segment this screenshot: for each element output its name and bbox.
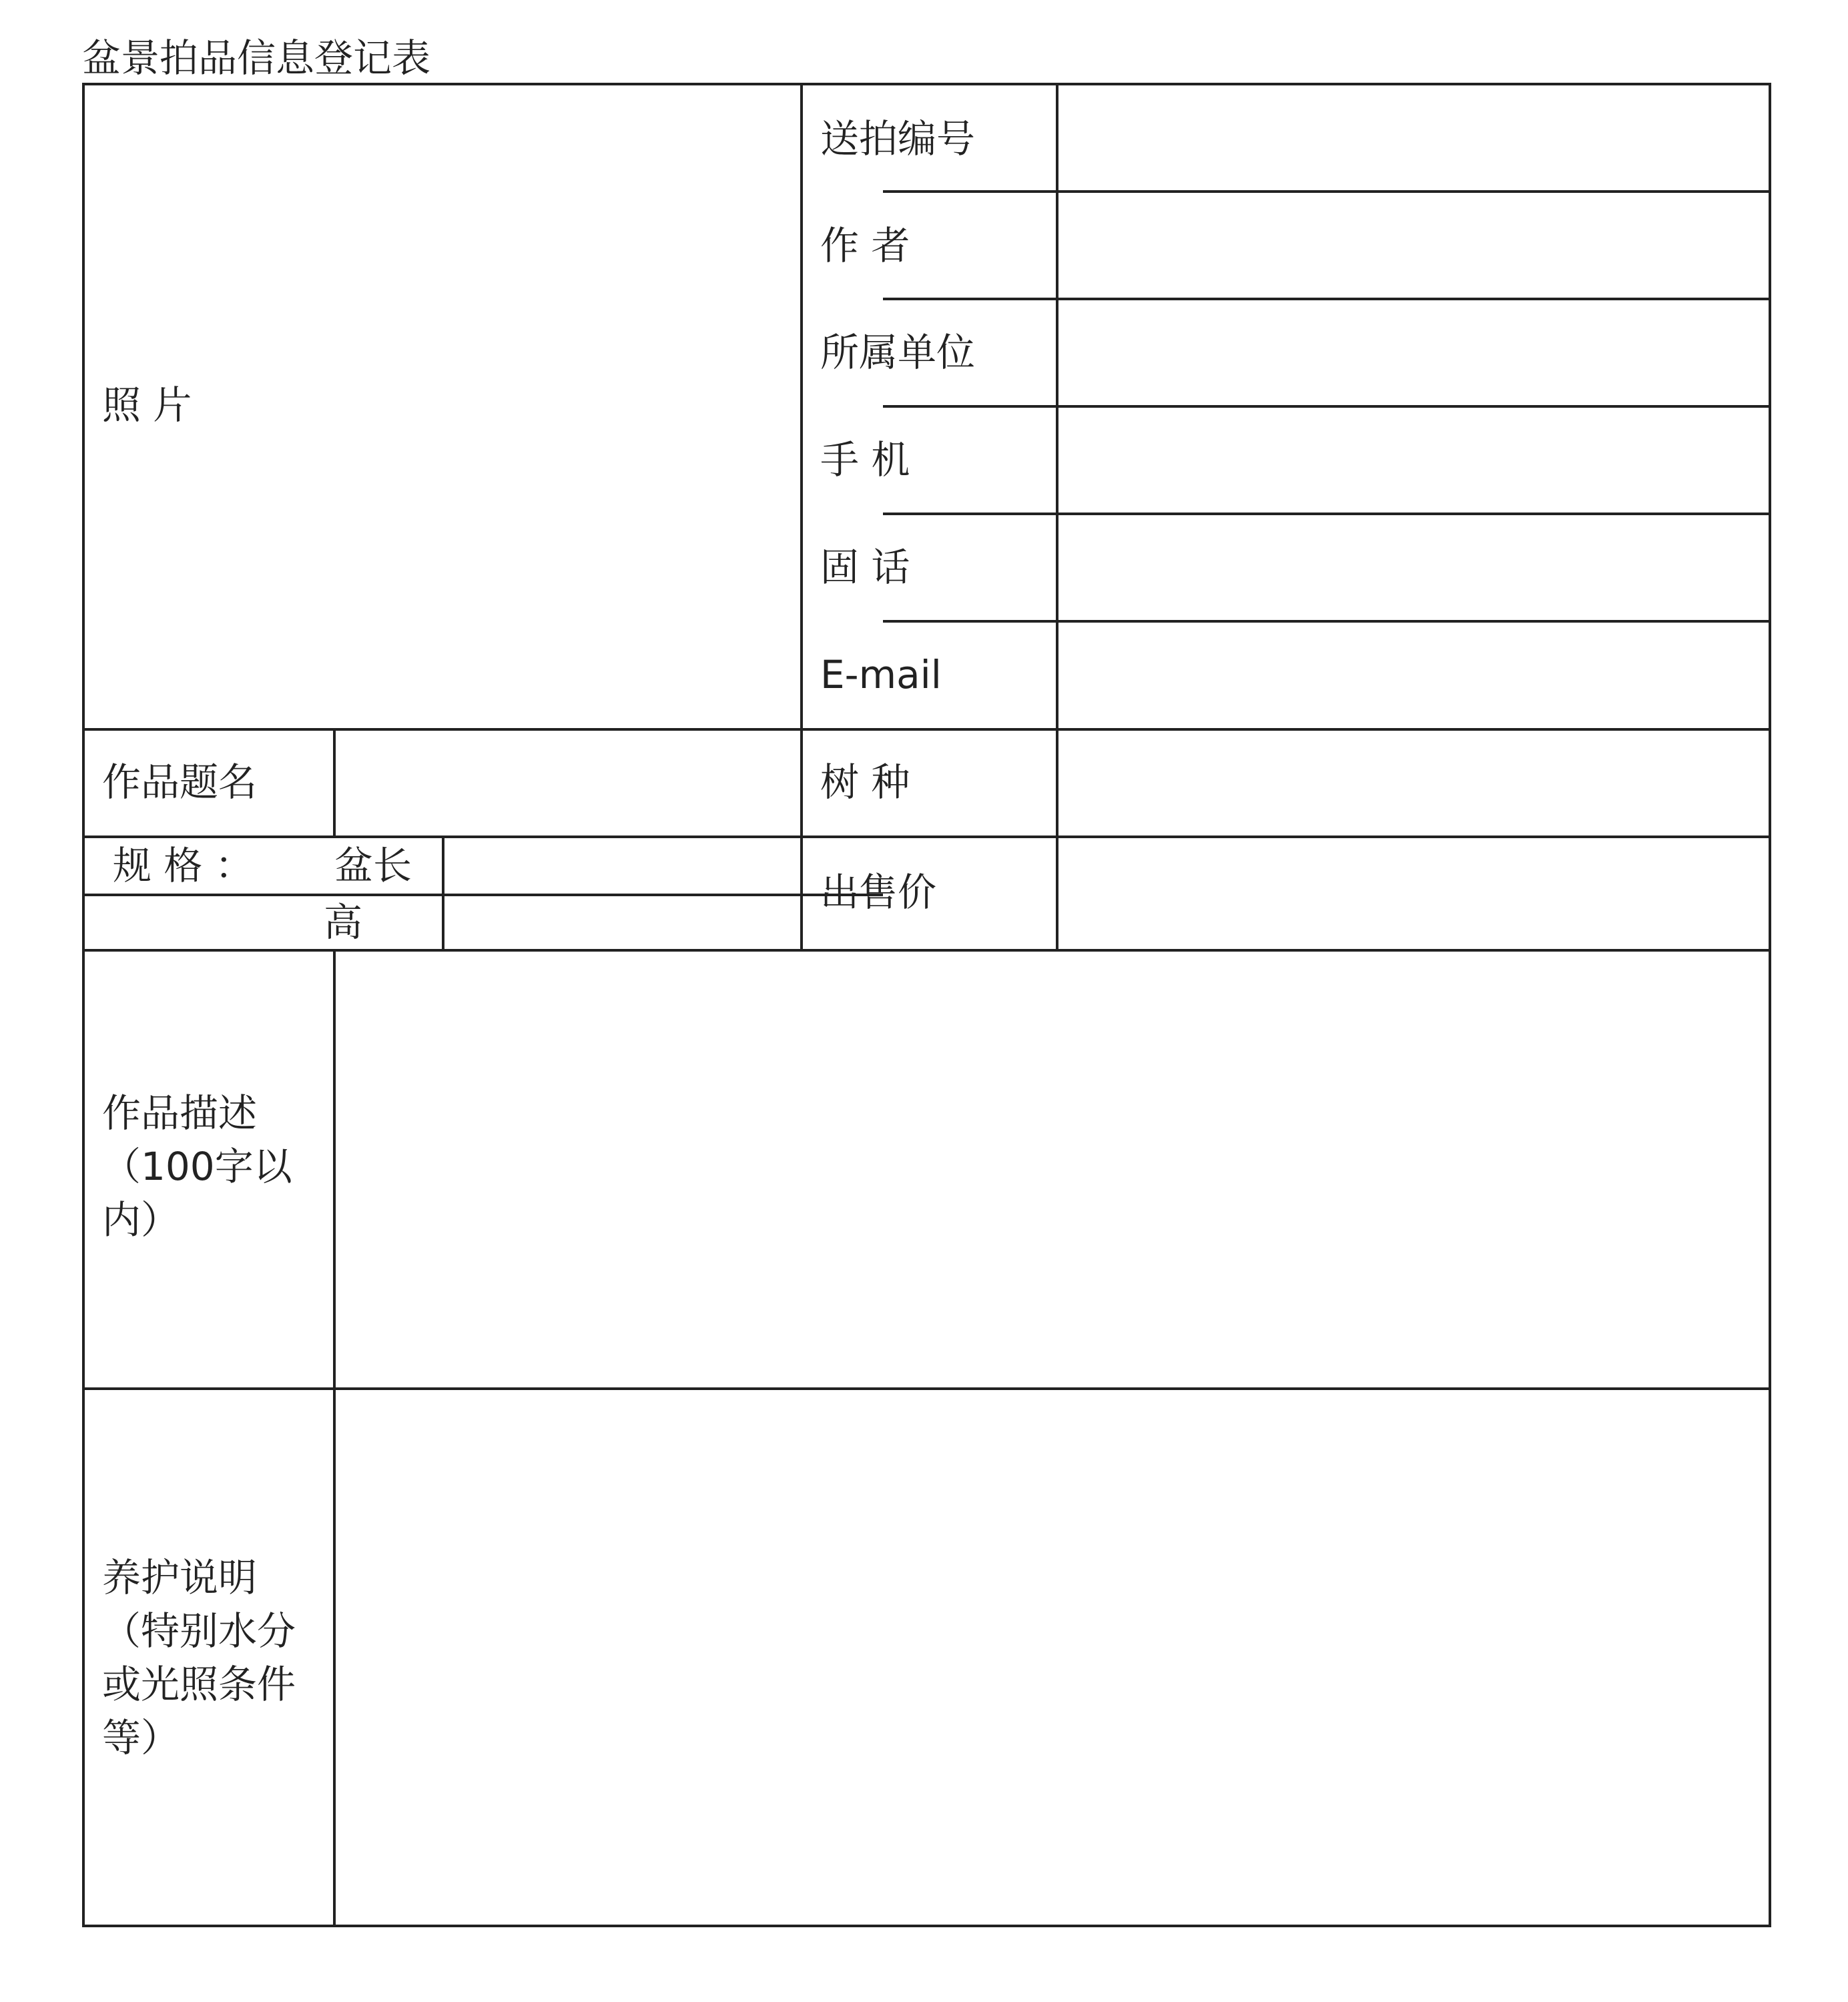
author-label: 作 者 <box>820 223 910 268</box>
work-title-field[interactable] <box>336 731 800 836</box>
description-field[interactable] <box>336 952 1771 1387</box>
email-field[interactable] <box>1058 623 1771 728</box>
form-title: 盆景拍品信息登记表 <box>82 35 431 81</box>
care-label: 养护说明 （特别水分 或光照条件 等） <box>102 1555 296 1760</box>
lot-number-field[interactable] <box>1058 88 1771 190</box>
height-field[interactable] <box>444 896 800 949</box>
species-field[interactable] <box>1058 731 1771 836</box>
sale-price-field[interactable] <box>1058 838 1771 949</box>
sale-price-label: 出售价 <box>820 870 937 915</box>
lot-number-label: 送拍编号 <box>820 116 976 161</box>
mobile-field[interactable] <box>1058 408 1771 513</box>
author-field[interactable] <box>1058 193 1771 298</box>
mobile-label: 手 机 <box>820 437 910 482</box>
email-label: E-mail <box>820 652 942 697</box>
height-label: 高 <box>324 900 363 945</box>
pot-length-field[interactable] <box>444 838 800 894</box>
work-title-label: 作品题名 <box>102 759 258 805</box>
col-divider <box>800 85 803 950</box>
care-field[interactable] <box>336 1390 1771 1927</box>
photo-area[interactable] <box>87 88 798 725</box>
affiliation-field[interactable] <box>1058 300 1771 405</box>
photo-label: 照 片 <box>102 382 192 428</box>
species-label: 树 种 <box>820 759 910 805</box>
affiliation-label: 所属单位 <box>820 330 976 375</box>
spec-label: 规 格 ： <box>113 843 254 888</box>
description-label: 作品描述 （100字以 内） <box>102 1090 292 1243</box>
landline-field[interactable] <box>1058 515 1771 620</box>
registration-table <box>82 83 1771 1927</box>
pot-length-label: 盆长 <box>334 843 412 888</box>
landline-label: 固 话 <box>820 545 910 590</box>
